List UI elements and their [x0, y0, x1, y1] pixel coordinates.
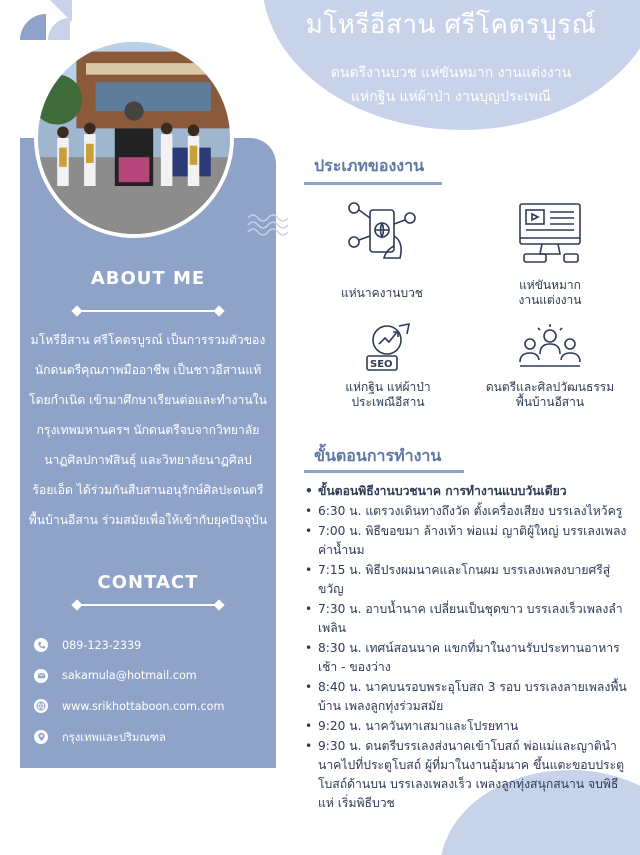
event-type-label: แห่นาคงานบวช — [341, 286, 423, 300]
process-step: • 8:40 น. นาคบนรอบพระอุโบสถ 3 รอบ บรรเลงลายเพลงพื้นบ้าน เพลงลูกทุ่งร่วมสมัย — [304, 678, 634, 716]
svg-text:SEO: SEO — [370, 359, 393, 370]
subtitle-line: ดนตรีงานบวช แห่ขันหมาก งานแต่งงาน — [330, 65, 572, 81]
seo-growth-icon — [353, 320, 423, 376]
band-photo-illustration — [38, 42, 230, 234]
contact-location-text: กรุงเทพและปริมณฑล — [62, 730, 166, 744]
event-type-label: ดนตรีและศิลปวัฒนธรรม — [485, 380, 615, 394]
wave-decoration-icon — [246, 210, 290, 240]
contact-website[interactable] — [34, 691, 274, 722]
contact-email-text: sakamula@hotmail.com — [62, 669, 197, 683]
header — [262, 0, 640, 109]
contact-list — [34, 630, 274, 752]
about-text: มโหรีอีสาน ศรีโคตรบูรณ์ เป็นการรวมตัวของนักดนตรีคุณภาพมืออาชีพ เป็นชาวอีสานแท้โดยกำเนิด เข้ามาศึกษาเรียนต่อและทำงานในกรุงเทพมหานครฯ นักดนตรีจบจากวิทยาลัยนาฏศิลปกาฬสินธุ์ และวิทยาลัยนาฏศิลปร้อยเอ็ด ได้ร่วมกันสืบสานอนุรักษ์ศิลปะดนตรีพื้นบ้านอีสาน ร่วมสมัยเพื่อให้เข้ากับยุคปัจจุบัน — [28, 333, 268, 527]
process-heading: ขั้นตอนการทำงาน — [314, 446, 442, 465]
contact-location[interactable] — [34, 722, 274, 753]
process-step: • 6:30 น. แตรวงเดินทางถึงวัด ตั้งเครื่องเสียง บรรเลงไหว้ครู — [304, 502, 634, 521]
phone-icon — [34, 638, 48, 652]
contact-website-text: www.srikhottaboon.com.com — [62, 699, 225, 713]
event-type-label: พื้นบ้านอีสาน — [515, 395, 585, 409]
process-step: • 7:00 น. พิธีขอขมา ล้างเท้า พ่อแม่ ญาติผู้ใหญ่ บรรเลงเพลงค่าน้ำนม — [304, 522, 634, 560]
event-type-ordination — [302, 196, 462, 301]
process-steps-list — [304, 482, 634, 814]
process-step: • 8:30 น. เทศน์สอนนาค แขกที่มาในงานรับประทานอาหารเช้า - ของว่าง — [304, 639, 634, 677]
page-title: มโหรีอีสาน ศรีโคตรบูรณ์ — [305, 10, 597, 40]
smartphone-social-icon — [344, 196, 420, 268]
event-type-culture — [470, 322, 630, 410]
computer-monitor-icon — [512, 196, 588, 268]
event-type-label: ประเพณีอีสาน — [351, 395, 425, 409]
about-divider — [73, 306, 223, 316]
location-pin-icon — [34, 730, 48, 744]
contact-phone[interactable] — [34, 630, 274, 661]
event-type-label: แห่ขันหมาก — [519, 278, 581, 292]
contact-heading: CONTACT — [97, 572, 199, 593]
event-type-kathin — [308, 320, 468, 410]
process-step: • 9:20 น. นาควันทาเสมาและโปรยทาน — [304, 717, 634, 736]
event-type-wedding — [470, 196, 630, 308]
event-type-label: งานแต่งงาน — [518, 293, 582, 307]
contact-phone-text: 089-123-2339 — [62, 638, 142, 652]
process-step: • 9:30 น. ดนตรีบรรเลงส่งนาคเข้าโบสถ์ พ่อแม่และญาตินำนาคไปที่ประตูโบสถ์ ผู้ที่มาในงานอุ้มนาค ขึ้นแตะขอบประตูโบสถ์ด้านบน บรรเลงเพลงเร็ว เพลงลูกทุ่งสนุกสนาน จบพิธีแห่ เริ่มพิธีบวช — [304, 737, 634, 813]
event-types-underline — [304, 182, 442, 185]
corner-decoration-icon — [18, 0, 72, 40]
process-step: • 7:15 น. พิธีปรงผมนาคและโกนผม บรรเลงเพลงบายศรีสู่ขวัญ — [304, 561, 634, 599]
people-group-icon — [514, 322, 586, 374]
process-underline — [304, 470, 464, 473]
globe-icon — [34, 699, 48, 713]
contact-email[interactable] — [34, 661, 274, 692]
process-step: • 7:30 น. อาบน้ำนาค เปลี่ยนเป็นชุดขาว บรรเลงเร็วเพลงลำเพลิน — [304, 600, 634, 638]
event-types-heading: ประเภทของงาน — [314, 156, 424, 175]
band-photo — [34, 38, 234, 238]
page-subtitle — [262, 61, 640, 109]
process-step: • ขั้นตอนพิธีงานบวชนาค การทำงานแบบวันเดียว — [304, 482, 634, 501]
event-type-label: แห่กฐิน แห่ผ้าป่า — [345, 380, 431, 394]
email-icon — [34, 669, 48, 683]
subtitle-line: แห่กฐิน แห่ผ้าป่า งานบุญประเพณี — [351, 89, 551, 105]
contact-divider — [73, 600, 223, 610]
about-heading: ABOUT ME — [90, 268, 206, 289]
